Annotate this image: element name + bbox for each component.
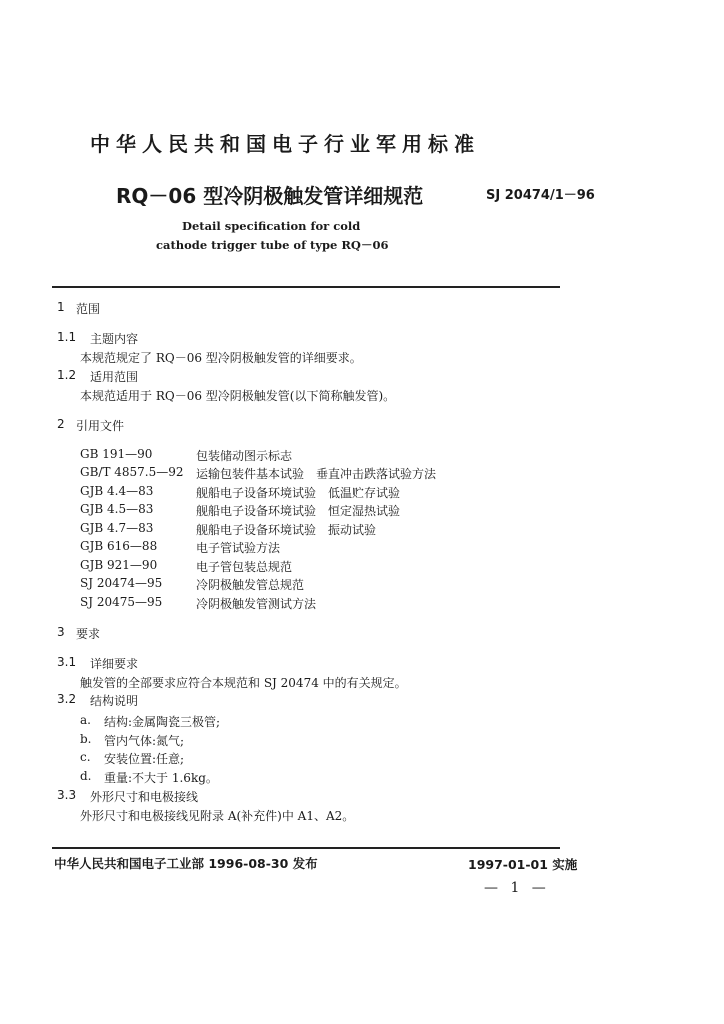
section-3-2-number: 3.2 — [57, 692, 77, 706]
list-item-text: 管内气体:氮气; — [104, 734, 185, 748]
reference-code: GB/T 4857.5—92 — [80, 465, 184, 479]
bottom-divider — [52, 847, 560, 849]
reference-code: SJ 20475—95 — [80, 595, 163, 609]
section-3-2-title: 结构说明 — [90, 694, 139, 708]
section-1-1-text: 本规范规定了 RQ－06 型冷阴极触发管的详细要求。 — [80, 351, 362, 365]
section-1-title: 范围 — [76, 302, 101, 316]
section-3-3-text: 外形尺寸和电极接线见附录 A(补充件)中 A1、A2。 — [80, 809, 355, 823]
standard-category-title: 中华人民共和国电子行业军用标准 — [90, 132, 480, 156]
page-number: — 1 — — [484, 880, 550, 896]
section-2-title: 引用文件 — [76, 419, 125, 433]
document-number: SJ 20474/1－96 — [486, 188, 595, 203]
section-1-2-text: 本规范适用于 RQ－06 型冷阴极触发管(以下简称触发管)。 — [80, 389, 396, 403]
section-1-1-title: 主题内容 — [90, 332, 139, 346]
reference-code: GJB 616—88 — [80, 539, 158, 553]
list-item-label: a. — [80, 713, 91, 727]
section-3-title: 要求 — [76, 627, 101, 641]
reference-title: 舰船电子设备环境试验 振动试验 — [196, 523, 377, 537]
section-3-1-text: 触发管的全部要求应符合本规范和 SJ 20474 中的有关规定。 — [80, 676, 407, 690]
reference-code: GB 191—90 — [80, 447, 153, 461]
reference-code: GJB 4.4—83 — [80, 484, 154, 498]
reference-title: 电子管试验方法 — [196, 541, 281, 555]
list-item-label: b. — [80, 732, 92, 746]
reference-title: 电子管包装总规范 — [196, 560, 293, 574]
issue-date: 中华人民共和国电子工业部 1996-08-30 发布 — [54, 856, 318, 871]
reference-title: 冷阴极触发管总规范 — [196, 578, 305, 592]
section-3-1-title: 详细要求 — [90, 657, 139, 671]
list-item-label: c. — [80, 750, 91, 764]
english-title-line-1: Detail specification for cold — [182, 219, 361, 233]
reference-code: GJB 4.5—83 — [80, 502, 154, 516]
reference-title: 舰船电子设备环境试验 恒定湿热试验 — [196, 504, 401, 518]
document-title: RQ－06 型冷阴极触发管详细规范 — [116, 184, 424, 208]
section-2-number: 2 — [57, 417, 65, 431]
reference-title: 运输包装件基本试验 垂直冲击跌落试验方法 — [196, 467, 437, 481]
effective-date: 1997-01-01 实施 — [468, 857, 578, 872]
section-1-2-number: 1.2 — [57, 368, 77, 382]
section-3-3-title: 外形尺寸和电极接线 — [90, 790, 199, 804]
section-3-number: 3 — [57, 625, 65, 639]
reference-title: 包装储动图示标志 — [196, 449, 293, 463]
list-item-text: 安装位置:任意; — [104, 752, 185, 766]
reference-title: 舰船电子设备环境试验 低温贮存试验 — [196, 486, 401, 500]
top-divider — [52, 286, 560, 288]
list-item-text: 重量:不大于 1.6kg。 — [104, 771, 218, 785]
section-1-number: 1 — [57, 300, 65, 314]
reference-code: SJ 20474—95 — [80, 576, 163, 590]
list-item-text: 结构:金属陶瓷三极管; — [104, 715, 221, 729]
section-1-2-title: 适用范围 — [90, 370, 139, 384]
english-title-line-2: cathode trigger tube of type RQ－06 — [156, 238, 389, 252]
reference-code: GJB 921—90 — [80, 558, 158, 572]
section-3-1-number: 3.1 — [57, 655, 77, 669]
section-3-3-number: 3.3 — [57, 788, 77, 802]
reference-code: GJB 4.7—83 — [80, 521, 154, 535]
list-item-label: d. — [80, 769, 92, 783]
section-1-1-number: 1.1 — [57, 330, 77, 344]
reference-title: 冷阴极触发管测试方法 — [196, 597, 317, 611]
